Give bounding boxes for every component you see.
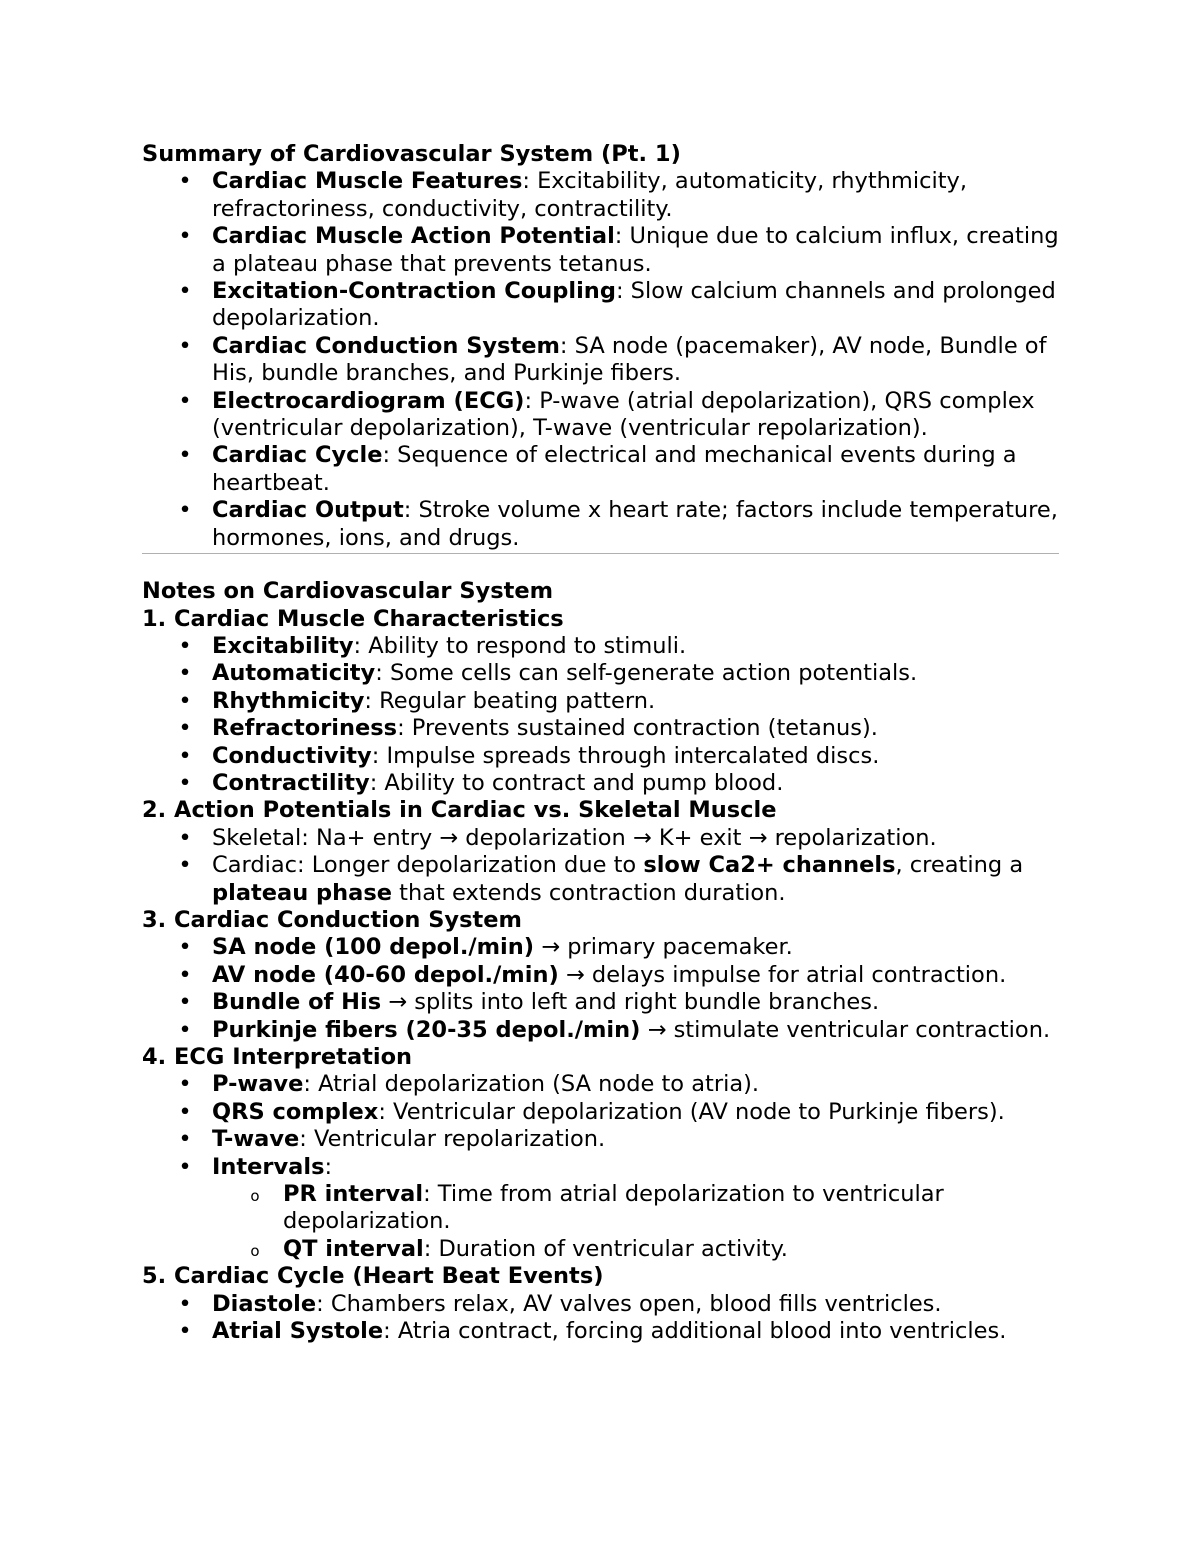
list-item: • Cardiac Cycle: Sequence of electrical and mechanical events during a heartbeat. <box>142 442 1059 497</box>
bullet-icon: • <box>178 961 192 988</box>
bullet-icon: • <box>178 660 192 687</box>
sub-list-item: o QT interval: Duration of ventricular activity. <box>142 1236 1059 1263</box>
list-item: • Skeletal: Na+ entry → depolarization → K+ exit → repolarization. <box>142 825 1059 852</box>
bullet-icon: • <box>178 989 192 1016</box>
horizontal-divider <box>142 553 1059 554</box>
section-heading: 5. Cardiac Cycle (Heart Beat Events) <box>142 1263 604 1290</box>
list-item: • Cardiac Muscle Action Potential: Unique due to calcium influx, creating a plateau phase that prevents tetanus. <box>142 223 1059 278</box>
circle-bullet-icon: o <box>250 1187 260 1206</box>
list-item: • Excitation-Contraction Coupling: Slow calcium channels and prolonged depolarization. <box>142 278 1059 333</box>
list-item: • Purkinje fibers (20-35 depol./min) → stimulate ventricular contraction. <box>142 1017 1059 1044</box>
section-list <box>142 825 1059 907</box>
bullet-icon: • <box>178 387 192 414</box>
bullet-icon: • <box>178 715 192 742</box>
section-heading: 4. ECG Interpretation <box>142 1044 413 1070</box>
list-item: • Rhythmicity: Regular beating pattern. <box>142 688 1059 715</box>
bullet-icon: • <box>178 852 192 879</box>
bullet-icon: • <box>178 742 192 769</box>
bullet-icon: • <box>178 442 192 469</box>
bullet-icon: • <box>178 168 192 195</box>
list-item: • Excitability: Ability to respond to stimuli. <box>142 633 1059 660</box>
list-item: • SA node (100 depol./min) → primary pacemaker. <box>142 934 1059 961</box>
bullet-icon: • <box>178 632 192 659</box>
bullet-icon: • <box>178 824 192 851</box>
list-item: • Cardiac Output: Stroke volume x heart rate; factors include temperature, hormones, ions, and drugs. <box>142 497 1059 552</box>
list-item: • Refractoriness: Prevents sustained contraction (tetanus). <box>142 715 1059 742</box>
bullet-icon: • <box>178 1016 192 1043</box>
section-list <box>142 1071 1059 1181</box>
circle-bullet-icon: o <box>250 1241 260 1260</box>
list-item: • Bundle of His → splits into left and right bundle branches. <box>142 989 1059 1016</box>
list-item: • Intervals: <box>142 1154 1059 1181</box>
list-item: • Conductivity: Impulse spreads through intercalated discs. <box>142 743 1059 770</box>
bullet-icon: • <box>178 278 192 305</box>
list-item: • Cardiac Conduction System: SA node (pacemaker), AV node, Bundle of His, bundle branches, and Purkinje fibers. <box>142 333 1059 388</box>
document-page <box>142 141 1059 1345</box>
sub-list-item: o PR interval: Time from atrial depolarization to ventricular depolarization. <box>142 1181 1059 1236</box>
sub-list <box>142 1181 1059 1263</box>
bullet-icon: • <box>178 1290 192 1317</box>
bullet-icon: • <box>178 1318 192 1345</box>
list-item: • Electrocardiogram (ECG): P-wave (atrial depolarization), QRS complex (ventricular depolarization), T-wave (ventricular repolarization). <box>142 388 1059 443</box>
bullet-icon: • <box>178 934 192 961</box>
bullet-icon: • <box>178 1071 192 1098</box>
list-item: • P-wave: Atrial depolarization (SA node to atria). <box>142 1071 1059 1098</box>
list-item: • Atrial Systole: Atria contract, forcing additional blood into ventricles. <box>142 1318 1059 1345</box>
notes-title: Notes on Cardiovascular System <box>142 578 554 605</box>
bullet-icon: • <box>178 687 192 714</box>
list-item: • T-wave: Ventricular repolarization. <box>142 1126 1059 1153</box>
bullet-icon: • <box>178 1153 192 1180</box>
list-item: • Contractility: Ability to contract and pump blood. <box>142 770 1059 797</box>
list-item: • Diastole: Chambers relax, AV valves open, blood fills ventricles. <box>142 1291 1059 1318</box>
section-heading: 1. Cardiac Muscle Characteristics <box>142 605 564 632</box>
bullet-icon: • <box>178 223 192 250</box>
list-item: • QRS complex: Ventricular depolarization (AV node to Purkinje fibers). <box>142 1099 1059 1126</box>
summary-title: Summary of Cardiovascular System (Pt. 1) <box>142 141 681 167</box>
list-item: • AV node (40-60 depol./min) → delays impulse for atrial contraction. <box>142 962 1059 989</box>
section-list <box>142 934 1059 1044</box>
bullet-icon: • <box>178 497 192 524</box>
section-list <box>142 1291 1059 1346</box>
list-item: • Cardiac Muscle Features: Excitability, automaticity, rhythmicity, refractoriness, conductivity, contractility. <box>142 168 1059 223</box>
bullet-icon: • <box>178 332 192 359</box>
summary-list <box>142 168 1059 552</box>
section-heading: 2. Action Potentials in Cardiac vs. Skeletal Muscle <box>142 797 777 824</box>
bullet-icon: • <box>178 1098 192 1125</box>
bullet-icon: • <box>178 1126 192 1153</box>
bullet-icon: • <box>178 769 192 796</box>
section-heading: 3. Cardiac Conduction System <box>142 906 522 933</box>
section-list <box>142 633 1059 797</box>
list-item: • Automaticity: Some cells can self-generate action potentials. <box>142 660 1059 687</box>
list-item: • Cardiac: Longer depolarization due to slow Ca2+ channels, creating a plateau phase that extends contraction duration. <box>142 852 1059 907</box>
